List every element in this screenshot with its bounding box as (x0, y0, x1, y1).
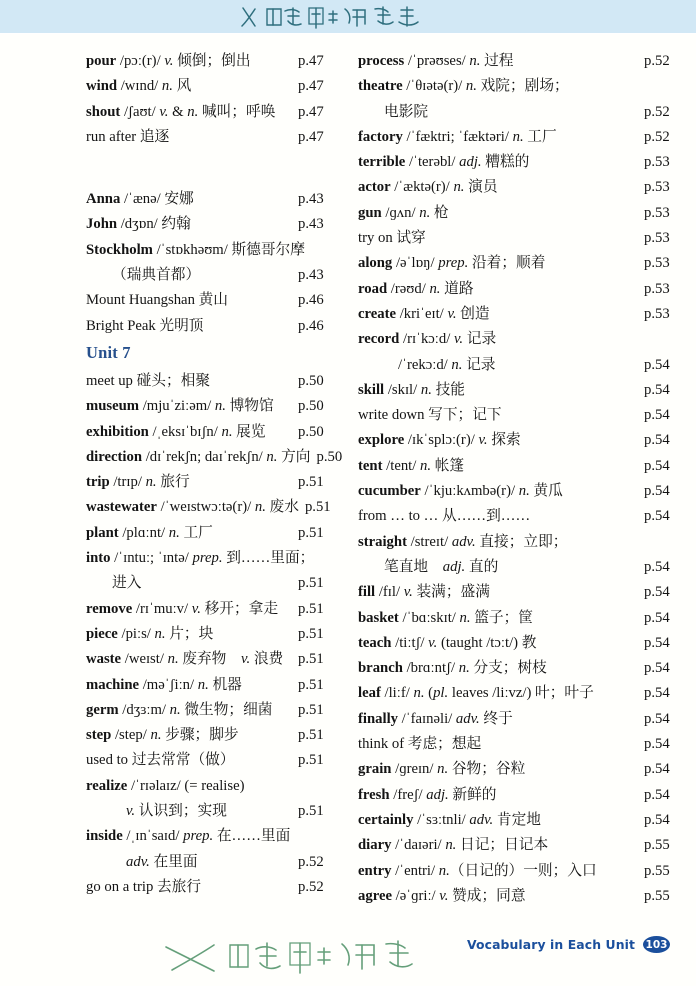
entry-page-ref: p.52 (644, 103, 670, 120)
entry-term: shout /ʃaʊt/ v. & n. 喊叫；呼唤 (86, 103, 276, 120)
entry-term: meet up 碰头；相聚 (86, 372, 211, 389)
vocabulary-entry (86, 824, 340, 849)
entry-page-ref: p.46 (298, 317, 324, 334)
entry-page-ref: p.54 (644, 710, 670, 727)
entry-page-ref: p.55 (644, 837, 670, 854)
unit-heading: Unit 7 (86, 342, 131, 362)
entry-page-ref: p.43 (298, 267, 324, 284)
entry-page-ref: p.50 (298, 423, 324, 440)
entry-page-ref: p.54 (644, 457, 670, 474)
entry-term: germ /dʒɜːm/ n. 微生物；细菌 (86, 701, 273, 718)
vocabulary-entry (358, 631, 686, 656)
entry-term: certainly /ˈsɜːtnli/ adv. 肯定地 (358, 811, 541, 828)
vocabulary-entry (86, 288, 340, 313)
entry-page-ref: p.46 (298, 292, 324, 309)
entry-page-ref: p.53 (644, 280, 670, 297)
publisher-watermark-icon (130, 929, 450, 981)
vocabulary-entry (358, 277, 686, 302)
entry-term: think of 考虑；想起 (358, 736, 482, 753)
entry-term: trip /trɪp/ n. 旅行 (86, 474, 190, 491)
entry-term: piece /piːs/ n. 片；块 (86, 625, 214, 642)
vocabulary-entry (358, 757, 686, 782)
entry-page-ref: p.53 (644, 230, 670, 247)
entry-page-ref: p.54 (644, 685, 670, 702)
left-column (0, 49, 348, 909)
entry-page-ref: p.47 (298, 53, 324, 69)
entry-page-ref: p.51 (298, 727, 324, 744)
entry-term: write down 写下；记下 (358, 407, 502, 424)
entry-page-ref: p.54 (644, 609, 670, 626)
vocabulary-entry (358, 428, 686, 453)
entry-term: adv. 在里面 (126, 853, 198, 870)
entry-page-ref: p.52 (644, 128, 670, 145)
vocabulary-entry (86, 748, 340, 773)
entry-term: try on 试穿 (358, 230, 426, 247)
entry-term: John /dʒɒn/ 约翰 (86, 216, 191, 233)
vocabulary-entry (358, 580, 686, 605)
entry-term: exhibition /ˌeksɪˈbɪʃn/ n. 展览 (86, 423, 266, 440)
vocabulary-entry (358, 226, 686, 251)
entry-page-ref: p.50 (316, 448, 343, 465)
vocabulary-entry (358, 681, 686, 706)
entry-page-ref: p.43 (298, 216, 324, 233)
entry-page-ref: p.51 (298, 651, 324, 668)
vocabulary-entry (86, 774, 340, 799)
entry-term: machine /məˈʃiːn/ n. 机器 (86, 676, 242, 693)
entry-term: wind /wɪnd/ n. 风 (86, 78, 192, 95)
entry-page-ref: p.53 (644, 305, 670, 322)
entry-page-ref: p.47 (298, 78, 324, 95)
entry-page-ref: p.51 (298, 575, 324, 592)
vocabulary-entry (86, 597, 340, 622)
entry-page-ref: p.54 (644, 356, 670, 373)
vocabulary-entry (86, 100, 340, 125)
left-entries-before-unit (86, 49, 340, 339)
entry-term: 进入 (112, 575, 142, 592)
vocabulary-entry (358, 530, 686, 555)
vocabulary-entry (86, 673, 340, 698)
entry-page-ref: p.54 (644, 736, 670, 753)
vocabulary-entry (358, 251, 686, 276)
entry-term: entry /ˈentri/ n.（日记的）一则；入口 (358, 862, 597, 879)
entry-term: into /ˈɪntuː; ˈɪntə/ prep. 到……里面； (86, 550, 315, 567)
entry-term: inside /ˌɪnˈsaɪd/ prep. 在……里面 (86, 828, 291, 845)
entry-page-ref: p.54 (644, 407, 670, 424)
vocabulary-entry (358, 353, 686, 378)
entry-term: branch /brɑːntʃ/ n. 分支；树枝 (358, 660, 547, 677)
entry-term: museum /mjuˈziːəm/ n. 博物馆 (86, 398, 274, 415)
vocabulary-entry (86, 238, 340, 263)
vocabulary-entry (86, 698, 340, 723)
entry-term: Mount Huangshan 黄山 (86, 292, 228, 309)
entry-page-ref: p.47 (298, 103, 324, 120)
vocabulary-entry (358, 606, 686, 631)
entry-page-ref: p.51 (298, 524, 324, 541)
entry-term: along /əˈlɒŋ/ prep. 沿着；顺着 (358, 255, 546, 272)
vocabulary-entry (358, 783, 686, 808)
vocabulary-entry (86, 799, 340, 824)
entry-term: Stockholm /ˈstɒkhəʊm/ 斯德哥尔摩 (86, 241, 305, 258)
entry-page-ref: p.54 (644, 660, 670, 677)
entry-page-ref: p.54 (644, 584, 670, 601)
entry-term: create /kriˈeɪt/ v. 创造 (358, 305, 490, 322)
publisher-logo-icon (233, 2, 463, 32)
vocabulary-entry (86, 521, 340, 546)
vocabulary-entry (358, 49, 686, 74)
vocabulary-entry (358, 808, 686, 833)
entry-term: terrible /ˈterəbl/ adj. 糟糕的 (358, 154, 530, 171)
entry-term: process /ˈprəʊses/ n. 过程 (358, 53, 514, 69)
entry-term: realize /ˈrɪəlaɪz/ (= realise) (86, 777, 245, 794)
entry-page-ref: p.54 (644, 381, 670, 398)
vocabulary-entry (86, 187, 340, 212)
entry-term: theatre /ˈθɪətə(r)/ n. 戏院；剧场； (358, 78, 569, 95)
vocabulary-entry (358, 859, 686, 884)
entry-page-ref: p.51 (298, 803, 324, 820)
entry-term: cucumber /ˈkjuːkʌmbə(r)/ n. 黄瓜 (358, 483, 563, 500)
entry-page-ref: p.55 (644, 887, 670, 904)
entry-term: used to 过去常常（做） (86, 752, 235, 769)
vocabulary-entry (358, 732, 686, 757)
entry-term: road /rəʊd/ n. 道路 (358, 280, 474, 297)
left-entries-after-unit (86, 369, 343, 900)
entry-term: plant /plɑːnt/ n. 工厂 (86, 524, 213, 541)
entry-page-ref: p.50 (298, 398, 324, 415)
vocabulary-entry (358, 175, 686, 200)
entry-term: v. 认识到；实现 (126, 803, 227, 820)
vocabulary-entry (358, 378, 686, 403)
vocabulary-entry (86, 647, 340, 672)
entry-term: explore /ɪkˈsplɔː(r)/ v. 探索 (358, 432, 521, 449)
vocabulary-entry (358, 479, 686, 504)
entry-spacer (86, 150, 340, 187)
vocabulary-entry (358, 100, 686, 125)
entry-page-ref: p.51 (304, 499, 331, 516)
vocabulary-entry (86, 420, 340, 445)
entry-term: diary /ˈdaɪəri/ n. 日记；日记本 (358, 837, 549, 854)
vocabulary-entry (86, 445, 343, 470)
entry-page-ref: p.53 (644, 154, 670, 171)
vocabulary-entry (86, 394, 340, 419)
entry-page-ref: p.51 (298, 676, 324, 693)
entry-term: actor /ˈæktə(r)/ n. 演员 (358, 179, 498, 196)
vocabulary-entry (86, 546, 340, 571)
entry-term: waste /weɪst/ n. 废弃物 v. 浪费 (86, 651, 284, 668)
entry-page-ref: p.51 (298, 600, 324, 617)
vocabulary-entry (358, 150, 686, 175)
entry-term: teach /tiːtʃ/ v. (taught /tɔːt/) 教 (358, 634, 537, 651)
page-header-band (0, 0, 696, 33)
vocabulary-entry (358, 555, 686, 580)
entry-term: run after 追逐 (86, 128, 170, 145)
entry-term: grain /ɡreɪn/ n. 谷物；谷粒 (358, 761, 526, 778)
entry-term: Anna /ˈænə/ 安娜 (86, 191, 194, 208)
vocabulary-entry (86, 212, 340, 237)
vocabulary-entry (86, 622, 340, 647)
entry-term: gun /ɡʌn/ n. 枪 (358, 204, 449, 221)
entry-term: 电影院 (384, 103, 429, 120)
entry-term: Bright Peak 光明顶 (86, 317, 204, 334)
entry-term: step /step/ n. 步骤；脚步 (86, 727, 239, 744)
entry-term: basket /ˈbɑːskɪt/ n. 篮子；筐 (358, 609, 533, 626)
entry-page-ref: p.55 (644, 862, 670, 879)
entry-page-ref: p.51 (298, 474, 324, 491)
footer-section-label: Vocabulary in Each Unit (467, 937, 635, 952)
entry-page-ref: p.54 (644, 508, 670, 525)
page-number-badge: 103 (643, 936, 670, 953)
entry-term: from … to … 从……到…… (358, 508, 531, 525)
vocabulary-entry (86, 263, 340, 288)
entry-term: /ˈrekɔːd/ n. 记录 (398, 356, 496, 373)
vocabulary-columns (0, 49, 696, 909)
vocabulary-entry (86, 125, 340, 150)
entry-term: straight /streɪt/ adv. 直接；立即； (358, 533, 568, 550)
vocabulary-entry (358, 403, 686, 428)
vocabulary-entry (86, 723, 340, 748)
entry-page-ref: p.54 (644, 786, 670, 803)
entry-page-ref: p.53 (644, 204, 670, 221)
vocabulary-entry (358, 707, 686, 732)
entry-term: wastewater /ˈweɪstwɔːtə(r)/ n. 废水 (86, 499, 299, 516)
entry-term: finally /ˈfaɪnəli/ adv. 终于 (358, 710, 513, 727)
entry-page-ref: p.52 (298, 878, 324, 895)
entry-term: tent /tent/ n. 帐篷 (358, 457, 465, 474)
vocabulary-entry (86, 850, 340, 875)
entry-page-ref: p.54 (644, 558, 670, 575)
vocabulary-entry (86, 49, 340, 74)
entry-page-ref: p.50 (298, 372, 324, 389)
vocabulary-entry (86, 470, 340, 495)
entry-term: direction /dɪˈrekʃn; daɪˈrekʃn/ n. 方向 (86, 448, 311, 465)
entry-page-ref: p.51 (298, 625, 324, 642)
vocabulary-entry (358, 74, 686, 99)
vocabulary-entry (86, 571, 340, 596)
entry-page-ref: p.54 (644, 432, 670, 449)
vocabulary-entry (358, 327, 686, 352)
entry-term: go on a trip 去旅行 (86, 878, 202, 895)
entry-term: fresh /freʃ/ adj. 新鲜的 (358, 786, 497, 803)
entry-term: pour /pɔː(r)/ v. 倾倒；倒出 (86, 53, 251, 69)
entry-term: remove /rɪˈmuːv/ v. 移开；拿走 (86, 600, 279, 617)
footer-section-info (467, 936, 670, 953)
vocabulary-entry (358, 656, 686, 681)
entry-term: factory /ˈfæktri; ˈfæktəri/ n. 工厂 (358, 128, 557, 145)
entry-term: 笔直地 adj. 直的 (384, 558, 499, 575)
entry-page-ref: p.52 (644, 53, 670, 69)
entry-page-ref: p.51 (298, 752, 324, 769)
right-entries (358, 49, 686, 909)
vocabulary-entry (358, 125, 686, 150)
entry-term: agree /əˈɡriː/ v. 赞成；同意 (358, 887, 526, 904)
vocabulary-entry (358, 302, 686, 327)
vocabulary-entry (358, 201, 686, 226)
page-footer (0, 921, 696, 983)
vocabulary-entry (86, 369, 340, 394)
vocabulary-entry (86, 74, 340, 99)
entry-term: fill /fɪl/ v. 装满；盛满 (358, 584, 490, 601)
vocabulary-entry (86, 875, 340, 900)
entry-page-ref: p.53 (644, 255, 670, 272)
entry-page-ref: p.53 (644, 179, 670, 196)
entry-page-ref: p.54 (644, 483, 670, 500)
entry-term: （瑞典首都） (112, 267, 201, 284)
right-column (348, 49, 696, 909)
entry-page-ref: p.54 (644, 761, 670, 778)
entry-term: leaf /liːf/ n. (pl. leaves /liːvz/) 叶；叶子 (358, 685, 594, 702)
entry-page-ref: p.47 (298, 128, 324, 145)
page-body (0, 34, 696, 983)
vocabulary-entry (358, 884, 686, 909)
entry-page-ref: p.52 (298, 853, 324, 870)
entry-term: skill /skɪl/ n. 技能 (358, 381, 465, 398)
entry-page-ref: p.51 (298, 701, 324, 718)
vocabulary-entry (358, 454, 686, 479)
vocabulary-entry (358, 504, 686, 529)
vocabulary-entry (86, 314, 340, 339)
vocabulary-entry (358, 833, 686, 858)
entry-term: record /rɪˈkɔːd/ v. 记录 (358, 331, 497, 348)
entry-page-ref: p.54 (644, 634, 670, 651)
entry-page-ref: p.54 (644, 811, 670, 828)
entry-page-ref: p.43 (298, 191, 324, 208)
vocabulary-entry (86, 495, 340, 520)
